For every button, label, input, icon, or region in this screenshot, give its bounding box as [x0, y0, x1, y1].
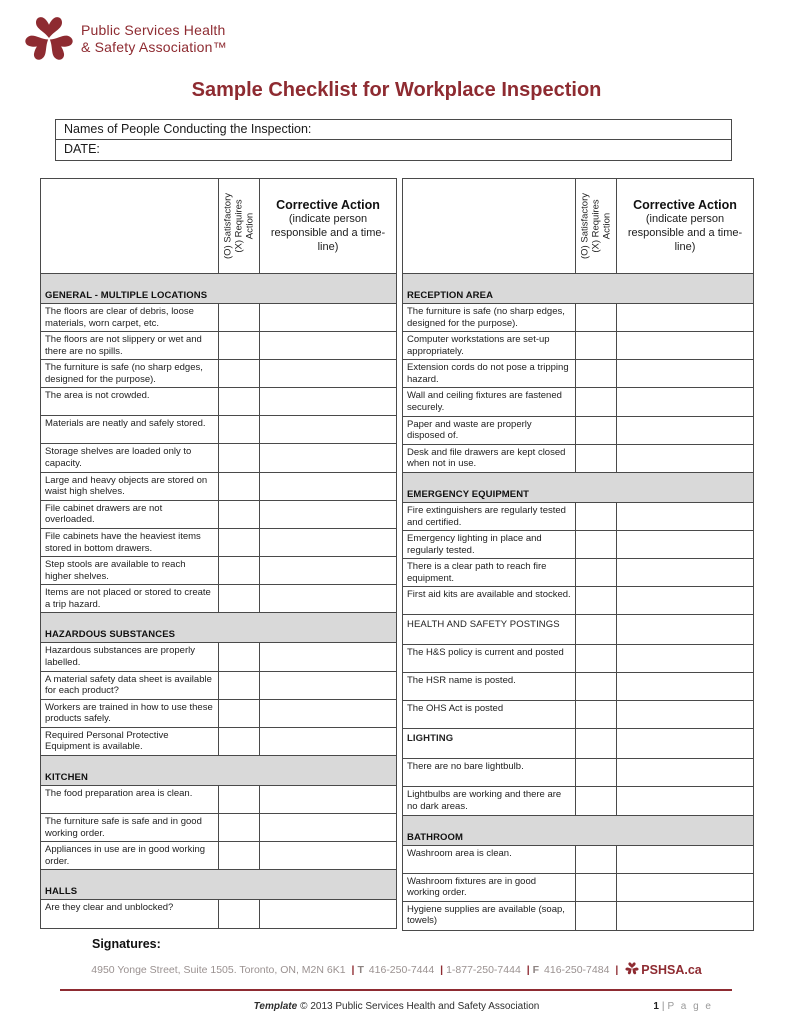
status-cell — [218, 473, 259, 500]
checklist-row — [403, 304, 753, 332]
status-cell — [575, 559, 616, 586]
checklist-row — [403, 388, 753, 416]
section-header: RECEPTION AREA — [403, 274, 753, 304]
checklist-row — [41, 529, 396, 557]
section-header: GENERAL - MULTIPLE LOCATIONS — [41, 274, 396, 304]
corrective-action-cell — [616, 673, 753, 700]
copyright-text: © 2013 Public Services Health and Safety Association — [300, 1001, 540, 1012]
fax-number: 416-250-7484 — [544, 964, 610, 976]
corrective-action-cell — [259, 672, 396, 699]
corrective-action-cell — [616, 360, 753, 387]
corrective-action-cell — [259, 444, 396, 471]
template-word: Template — [253, 1001, 298, 1012]
inspection-table-right — [402, 178, 754, 931]
corrective-action-cell — [259, 416, 396, 443]
trillium-logo-icon — [625, 961, 639, 976]
checklist-item-text: Hazardous substances are properly labelled. — [45, 645, 195, 668]
checklist-row — [403, 417, 753, 445]
checklist-item-text: The area is not crowded. — [45, 390, 150, 402]
checklist-row — [403, 902, 753, 930]
status-cell — [218, 643, 259, 670]
checklist-row — [403, 701, 753, 729]
inspection-tables — [40, 178, 754, 931]
corrective-action-cell — [259, 728, 396, 755]
checklist-item-text: Are they clear and unblocked? — [45, 902, 174, 914]
footer-address: 4950 Yonge Street, Suite 1505. Toronto, ON, M2N 6K1 | T 416-250-7444 | 1-877-250-7444 | F 416-250-7484 | PSHSA.ca — [0, 961, 793, 977]
corrective-action-cell — [616, 559, 753, 586]
status-cell — [575, 759, 616, 786]
table-header-left — [41, 179, 396, 274]
status-column-header — [218, 179, 259, 273]
checklist-item-text: File cabinets have the heaviest items stored in bottom drawers. — [45, 530, 201, 554]
checklist-row — [403, 787, 753, 815]
checklist-item-text: Storage shelves are loaded only to capacity. — [45, 446, 192, 470]
corrective-action-cell — [259, 814, 396, 841]
corrective-action-cell — [259, 388, 396, 415]
status-cell — [575, 701, 616, 728]
status-cell — [575, 787, 616, 814]
checklist-item-text: The furniture safe is safe and in good working order. — [45, 816, 202, 839]
corrective-column-header: Corrective Action (indicate person responsible and a time-line) — [259, 179, 396, 273]
status-cell — [575, 846, 616, 873]
checklist-item-text: Step stools are available to reach higher shelves. — [45, 559, 186, 582]
checklist-item-text: Hygiene supplies are available (soap, towels) — [407, 903, 565, 927]
status-cell — [218, 501, 259, 528]
status-cell — [218, 814, 259, 841]
checklist-item-text: Appliances in use are in good working order. — [45, 844, 206, 867]
status-cell — [218, 360, 259, 387]
checklist-item-text: Paper and waste are properly disposed of. — [407, 418, 532, 442]
section-header-row — [403, 729, 753, 759]
corrective-action-cell — [259, 529, 396, 556]
corrective-action-cell — [259, 360, 396, 387]
checklist-item-text: The OHS Act is posted — [407, 703, 504, 715]
corrective-action-cell — [616, 787, 753, 814]
inspection-table-left — [40, 178, 397, 929]
corrective-action-cell — [616, 531, 753, 558]
status-cell — [218, 700, 259, 727]
org-logo — [24, 12, 227, 66]
org-name-line2: & Safety Association™ — [81, 39, 227, 55]
corrective-column-header: Corrective Action (indicate person responsible and a time-line) — [616, 179, 753, 273]
section-header: HAZARDOUS SUBSTANCES — [41, 613, 396, 643]
status-cell — [218, 842, 259, 869]
corrective-action-cell — [616, 615, 753, 644]
checklist-row — [403, 846, 753, 874]
checklist-item-text: The H&S policy is current and posted — [407, 647, 564, 659]
corrective-action-cell — [259, 643, 396, 670]
corrective-action-cell — [259, 900, 396, 928]
checklist-row — [41, 700, 396, 728]
checklist-row — [403, 673, 753, 701]
status-column-legend: (O) Satisfactory (X) Requires Action — [222, 193, 256, 259]
corrective-action-cell — [259, 842, 396, 869]
checklist-item-text: Wall and ceiling fixtures are fastened securely. — [407, 390, 562, 414]
status-cell — [218, 728, 259, 755]
status-column-header — [575, 179, 616, 273]
checklist-row — [403, 874, 753, 902]
corrective-action-cell — [259, 786, 396, 813]
checklist-row — [41, 444, 396, 472]
checklist-item-text: Desk and file drawers are kept closed when not in use. — [407, 446, 566, 470]
status-cell — [218, 304, 259, 331]
status-cell — [575, 388, 616, 415]
item-column-header — [41, 179, 218, 273]
section-header: BATHROOM — [403, 816, 753, 846]
status-cell — [218, 332, 259, 359]
checklist-item-text: First aid kits are available and stocked. — [407, 589, 571, 601]
fax-label: F — [532, 964, 540, 976]
corrective-action-cell — [616, 645, 753, 672]
status-cell — [575, 874, 616, 901]
corrective-action-cell — [259, 557, 396, 584]
status-cell — [575, 645, 616, 672]
info-box — [55, 119, 732, 161]
checklist-item-text: Computer workstations are set-up appropriately. — [407, 334, 550, 357]
checklist-item-text: Items are not placed or stored to create a trip hazard. — [45, 587, 211, 610]
corrective-action-cell — [259, 332, 396, 359]
corrective-action-cell — [616, 701, 753, 728]
status-cell — [218, 416, 259, 443]
checklist-row — [41, 360, 396, 388]
corrective-action-cell — [616, 388, 753, 415]
section-header: HALLS — [41, 870, 396, 900]
corrective-action-cell — [259, 585, 396, 612]
checklist-row — [41, 501, 396, 529]
checklist-row — [403, 759, 753, 787]
checklist-row — [41, 643, 396, 671]
corrective-action-cell — [616, 846, 753, 873]
org-name — [81, 22, 227, 56]
checklist-item-text: Workers are trained in how to use these products safely. — [45, 701, 213, 725]
checklist-row — [403, 503, 753, 531]
checklist-item-text: Washroom area is clean. — [407, 847, 512, 859]
section-header: EMERGENCY EQUIPMENT — [403, 473, 753, 503]
checklist-item-text: Fire extinguishers are regularly tested and certified. — [407, 504, 566, 528]
names-field-label: Names of People Conducting the Inspection: — [56, 120, 731, 140]
corrective-action-cell — [616, 445, 753, 472]
status-cell — [575, 531, 616, 558]
status-cell — [575, 587, 616, 614]
checklist-item-text: Emergency lighting in place and regularly tested. — [407, 533, 542, 556]
org-name-line1: Public Services Health — [81, 21, 226, 38]
pshsa-site: PSHSA.ca — [641, 963, 702, 978]
status-cell — [218, 585, 259, 612]
corrective-action-cell — [259, 473, 396, 500]
checklist-item-text: The furniture is safe (no sharp edges, designed for the purpose). — [45, 362, 203, 385]
corrective-action-cell — [259, 304, 396, 331]
checklist-row — [41, 814, 396, 842]
status-cell — [575, 615, 616, 644]
checklist-item-text: Lightbulbs are working and there are no dark areas. — [407, 789, 562, 812]
checklist-item-text: Large and heavy objects are stored on waist high shelves. — [45, 474, 208, 498]
corrective-action-cell — [616, 874, 753, 901]
section-header-row — [403, 615, 753, 645]
corrective-action-cell — [616, 587, 753, 614]
checklist-row — [41, 388, 396, 416]
tel-label: T — [357, 964, 364, 976]
checklist-row — [403, 531, 753, 559]
status-cell — [218, 529, 259, 556]
corrective-action-cell — [616, 902, 753, 930]
section-header: KITCHEN — [41, 756, 396, 786]
checklist-item-text: The floors are clear of debris, loose materials, worn carpet, etc. — [45, 306, 194, 329]
item-column-header — [403, 179, 575, 273]
checklist-row — [403, 445, 753, 473]
corrective-action-cell — [616, 332, 753, 359]
date-field-label: DATE: — [64, 142, 100, 156]
tollfree-number: 1-877-250-7444 — [446, 964, 521, 976]
address-text: 4950 Yonge Street, Suite 1505. Toronto, ON, M2N 6K1 — [91, 964, 346, 976]
status-cell — [575, 673, 616, 700]
checklist-row — [403, 587, 753, 615]
checklist-row — [403, 645, 753, 673]
checklist-item-text: There is a clear path to reach fire equipment. — [407, 561, 547, 584]
status-cell — [218, 388, 259, 415]
checklist-row — [41, 728, 396, 756]
footer-bottom — [0, 999, 793, 1019]
checklist-item-text: The floors are not slippery or wet and there are no spills. — [45, 334, 202, 357]
corrective-action-cell — [616, 417, 753, 444]
corrective-action-cell — [616, 304, 753, 331]
trillium-logo-icon — [24, 12, 74, 66]
corrective-action-cell — [616, 759, 753, 786]
status-cell — [218, 900, 259, 928]
tel-number: 416-250-7444 — [368, 964, 435, 976]
status-cell — [575, 417, 616, 444]
status-cell — [575, 729, 616, 758]
checklist-row — [41, 842, 396, 870]
page-title: Sample Checklist for Workplace Inspection — [191, 79, 602, 101]
footer-divider — [60, 989, 732, 991]
checklist-item-text: LIGHTING — [407, 733, 454, 745]
checklist-row — [41, 786, 396, 814]
status-cell — [575, 360, 616, 387]
checklist-row — [41, 473, 396, 501]
corrective-action-cell — [259, 700, 396, 727]
checklist-item-text: The HSR name is posted. — [407, 675, 516, 687]
checklist-item-text: There are no bare lightbulb. — [407, 761, 524, 773]
checklist-item-text: A material safety data sheet is available for each product? — [45, 673, 212, 697]
checklist-row — [403, 559, 753, 587]
checklist-item-text: Extension cords do not pose a tripping hazard. — [407, 362, 569, 385]
status-cell — [575, 503, 616, 530]
checklist-item-text: The food preparation area is clean. — [45, 788, 193, 800]
corrective-action-cell — [259, 501, 396, 528]
checklist-item-text: File cabinet drawers are not overloaded. — [45, 502, 163, 526]
checklist-row — [41, 900, 396, 928]
status-cell — [575, 445, 616, 472]
table-body-left — [41, 274, 396, 928]
status-cell — [218, 444, 259, 471]
checklist-row — [41, 557, 396, 585]
checklist-item-text: Materials are neatly and safely stored. — [45, 418, 206, 430]
checklist-row — [41, 585, 396, 613]
checklist-row — [403, 332, 753, 360]
page-number: 1 | P a g e — [653, 1001, 713, 1012]
checklist-item-text: The furniture is safe (no sharp edges, designed for the purpose). — [407, 306, 565, 329]
corrective-action-cell — [616, 503, 753, 530]
corrective-action-cell — [616, 729, 753, 758]
status-column-legend: (O) Satisfactory (X) Requires Action — [579, 193, 613, 259]
status-cell — [575, 304, 616, 331]
checklist-row — [41, 672, 396, 700]
checklist-row — [403, 360, 753, 388]
table-body-right — [403, 274, 753, 930]
status-cell — [575, 332, 616, 359]
status-cell — [218, 672, 259, 699]
table-header-right — [403, 179, 753, 274]
checklist-row — [41, 332, 396, 360]
checklist-row — [41, 416, 396, 444]
status-cell — [575, 902, 616, 930]
checklist-row — [41, 304, 396, 332]
status-cell — [218, 557, 259, 584]
checklist-item-text: Washroom fixtures are in good working order. — [407, 875, 537, 899]
signatures-label: Signatures: — [92, 937, 161, 951]
status-cell — [218, 786, 259, 813]
checklist-item-text: Required Personal Protective Equipment is available. — [45, 729, 169, 753]
checklist-item-text: HEALTH AND SAFETY POSTINGS — [407, 619, 560, 631]
